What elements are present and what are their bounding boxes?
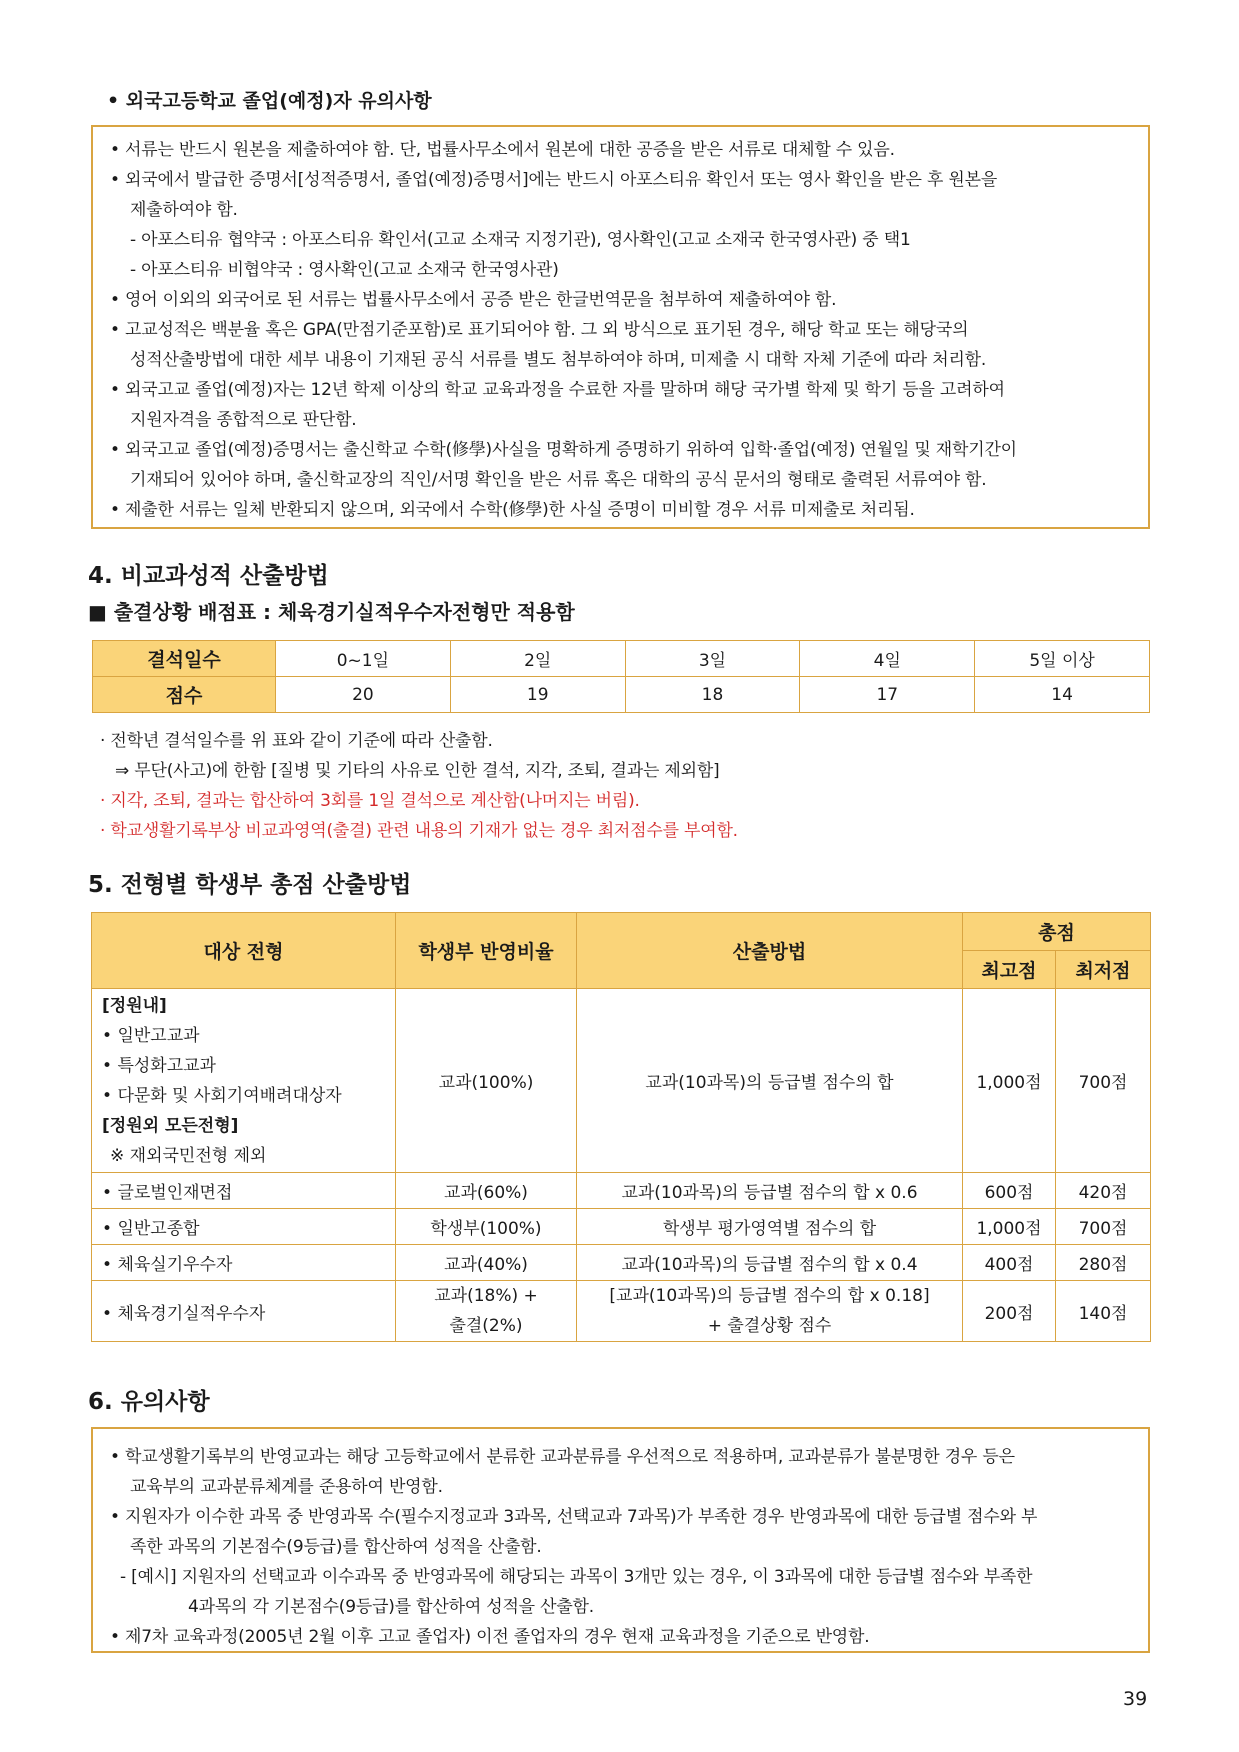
method-cell: 학생부 평가영역별 점수의 합 xyxy=(577,1209,963,1245)
foreign-notice-line: • 외국고교 졸업(예정)증명서는 출신학교 수학(修學)사실을 명확하게 증명하기 위하여 입학·졸업(예정) 연월일 및 재학기간이 xyxy=(110,440,1017,460)
section-6-title: 6. 유의사항 xyxy=(88,1389,210,1415)
attendance-red-note: · 지각, 조퇴, 결과는 합산하여 3회를 1일 결석으로 계산함(나머지는 버림). xyxy=(100,791,640,811)
section-4-title: 4. 비교과성적 산출방법 xyxy=(88,563,329,589)
foreign-notice-box xyxy=(91,125,1150,529)
method-cell: 교과(10과목)의 등급별 점수의 합 xyxy=(577,989,963,1173)
ratio-line: 출결(2%) xyxy=(449,1316,523,1336)
attendance-note: · 전학년 결석일수를 위 표와 같이 기준에 따라 산출함. xyxy=(100,731,493,751)
absence-days-cell: 4일 xyxy=(800,641,975,677)
caution-line: • 학교생활기록부의 반영교과는 해당 고등학교에서 분류한 교과분류를 우선적으로 적용하며, 교과분류가 불분명한 경우 등은 xyxy=(110,1447,1015,1467)
method-line: [교과(10과목)의 등급별 점수의 합 x 0.18] xyxy=(609,1286,930,1306)
header-min: 최저점 xyxy=(1056,951,1151,989)
caution-line: 교육부의 교과분류체계를 준용하여 반영함. xyxy=(130,1477,443,1497)
target-item: • 다문화 및 사회기여배려대상자 xyxy=(102,1081,395,1111)
foreign-notice-line: • 서류는 반드시 원본을 제출하여야 함. 단, 법률사무소에서 원본에 대한 공증을 받은 서류로 대체할 수 있음. xyxy=(110,140,895,160)
target-item: • 일반고교과 xyxy=(102,1021,395,1051)
target-cell: • 체육실기우수자 xyxy=(92,1245,396,1281)
absence-days-cell: 0~1일 xyxy=(276,641,451,677)
ratio-cell xyxy=(396,1281,577,1342)
ratio-cell: 학생부(100%) xyxy=(396,1209,577,1245)
header-target: 대상 전형 xyxy=(92,913,396,989)
target-item: • 특성화고교과 xyxy=(102,1051,395,1081)
foreign-notice-title: • 외국고등학교 졸업(예정)자 유의사항 xyxy=(107,90,432,112)
max-cell: 200점 xyxy=(963,1281,1056,1342)
caution-line: - [예시] 지원자의 선택교과 이수과목 중 반영과목에 해당되는 과목이 3개만 있는 경우, 이 3과목에 대한 등급별 점수와 부족한 xyxy=(120,1567,1033,1587)
target-cell: • 일반고종합 xyxy=(92,1209,396,1245)
target-cell: • 체육경기실적우수자 xyxy=(92,1281,396,1342)
ratio-line: 교과(18%) + xyxy=(434,1286,538,1306)
exclusion-note: ※ 재외국민전형 제외 xyxy=(110,1145,267,1166)
min-cell: 700점 xyxy=(1056,1209,1151,1245)
header-ratio: 학생부 반영비율 xyxy=(396,913,577,989)
method-line: + 출결상황 점수 xyxy=(707,1316,832,1336)
attendance-table-subtitle: ■ 출결상황 배점표 : 체육경기실적우수자전형만 적용함 xyxy=(88,600,575,624)
attendance-red-note: · 학교생활기록부상 비교과영역(출결) 관련 내용의 기재가 없는 경우 최저점수를 부여함. xyxy=(100,821,738,841)
foreign-notice-line: • 외국에서 발급한 증명서[성적증명서, 졸업(예정)증명서]에는 반드시 아포스티유 확인서 또는 영사 확인을 받은 후 원본을 xyxy=(110,170,998,190)
caution-line: 4과목의 각 기본점수(9등급)를 합산하여 성적을 산출함. xyxy=(188,1597,594,1617)
max-cell: 1,000점 xyxy=(963,1209,1056,1245)
method-cell xyxy=(577,1281,963,1342)
min-cell: 280점 xyxy=(1056,1245,1151,1281)
score-cell: 14 xyxy=(975,677,1150,713)
method-cell: 교과(10과목)의 등급별 점수의 합 x 0.4 xyxy=(577,1245,963,1281)
score-cell: 17 xyxy=(800,677,975,713)
ratio-cell: 교과(40%) xyxy=(396,1245,577,1281)
attendance-score-table xyxy=(92,640,1150,713)
total-score-table xyxy=(91,912,1151,1342)
target-cell-group xyxy=(92,989,396,1173)
max-cell: 600점 xyxy=(963,1173,1056,1209)
target-cell: • 글로벌인재면접 xyxy=(92,1173,396,1209)
foreign-notice-line: • 고교성적은 백분율 혹은 GPA(만점기준포함)로 표기되어야 함. 그 외 방식으로 표기된 경우, 해당 학교 또는 해당국의 xyxy=(110,320,969,340)
caution-line: 족한 과목의 기본점수(9등급)를 합산하여 성적을 산출함. xyxy=(130,1537,542,1557)
header-max: 최고점 xyxy=(963,951,1056,989)
max-cell: 400점 xyxy=(963,1245,1056,1281)
foreign-notice-line: • 외국고교 졸업(예정)자는 12년 학제 이상의 학교 교육과정을 수료한 자를 말하며 해당 국가별 학제 및 학기 등을 고려하여 xyxy=(110,380,1005,400)
section-5-title: 5. 전형별 학생부 총점 산출방법 xyxy=(88,872,412,898)
foreign-notice-line: 기재되어 있어야 하며, 출신학교장의 직인/서명 확인을 받은 서류 혹은 대학의 공식 문서의 형태로 출력된 서류여야 함. xyxy=(130,470,987,490)
foreign-notice-line: 제출하여야 함. xyxy=(130,200,238,220)
caution-line: • 지원자가 이수한 과목 중 반영과목 수(필수지정교과 3과목, 선택교과 7과목)가 부족한 경우 반영과목에 대한 등급별 점수와 부 xyxy=(110,1507,1038,1527)
min-cell: 140점 xyxy=(1056,1281,1151,1342)
foreign-notice-line: - 아포스티유 비협약국 : 영사확인(고교 소재국 한국영사관) xyxy=(130,260,559,280)
score-cell: 18 xyxy=(625,677,800,713)
max-cell: 1,000점 xyxy=(963,989,1056,1173)
score-cell: 20 xyxy=(276,677,451,713)
in-quota-heading: [정원내] xyxy=(102,995,167,1016)
method-cell: 교과(10과목)의 등급별 점수의 합 x 0.6 xyxy=(577,1173,963,1209)
absence-days-cell: 3일 xyxy=(625,641,800,677)
foreign-notice-line: - 아포스티유 협약국 : 아포스티유 확인서(고교 소재국 지정기관), 영사확인(고교 소재국 한국영사관) 중 택1 xyxy=(130,230,911,250)
foreign-notice-line: 지원자격을 종합적으로 판단함. xyxy=(130,410,357,430)
absence-days-cell: 5일 이상 xyxy=(975,641,1150,677)
header-method: 산출방법 xyxy=(577,913,963,989)
header-total: 총점 xyxy=(963,913,1151,951)
absence-days-header: 결석일수 xyxy=(93,641,276,677)
foreign-notice-line: 성적산출방법에 대한 세부 내용이 기재된 공식 서류를 별도 첨부하여야 하며, 미제출 시 대학 자체 기준에 따라 처리함. xyxy=(130,350,987,370)
out-quota-heading: [정원외 모든전형] xyxy=(102,1115,239,1136)
caution-line: • 제7차 교육과정(2005년 2월 이후 고교 졸업자) 이전 졸업자의 경우 현재 교육과정을 기준으로 반영함. xyxy=(110,1627,870,1647)
ratio-cell: 교과(100%) xyxy=(396,989,577,1173)
ratio-cell: 교과(60%) xyxy=(396,1173,577,1209)
caution-box xyxy=(91,1427,1150,1653)
min-cell: 420점 xyxy=(1056,1173,1151,1209)
score-header: 점수 xyxy=(93,677,276,713)
min-cell: 700점 xyxy=(1056,989,1151,1173)
foreign-notice-line: • 제출한 서류는 일체 반환되지 않으며, 외국에서 수학(修學)한 사실 증명이 미비할 경우 서류 미제출로 처리됨. xyxy=(110,500,915,520)
foreign-notice-line: • 영어 이외의 외국어로 된 서류는 법률사무소에서 공증 받은 한글번역문을 첨부하여 제출하여야 함. xyxy=(110,290,837,310)
attendance-note: ⇒ 무단(사고)에 한함 [질병 및 기타의 사유로 인한 결석, 지각, 조퇴, 결과는 제외함] xyxy=(115,761,720,781)
page-number: 39 xyxy=(1123,1688,1148,1710)
score-cell: 19 xyxy=(450,677,625,713)
absence-days-cell: 2일 xyxy=(450,641,625,677)
